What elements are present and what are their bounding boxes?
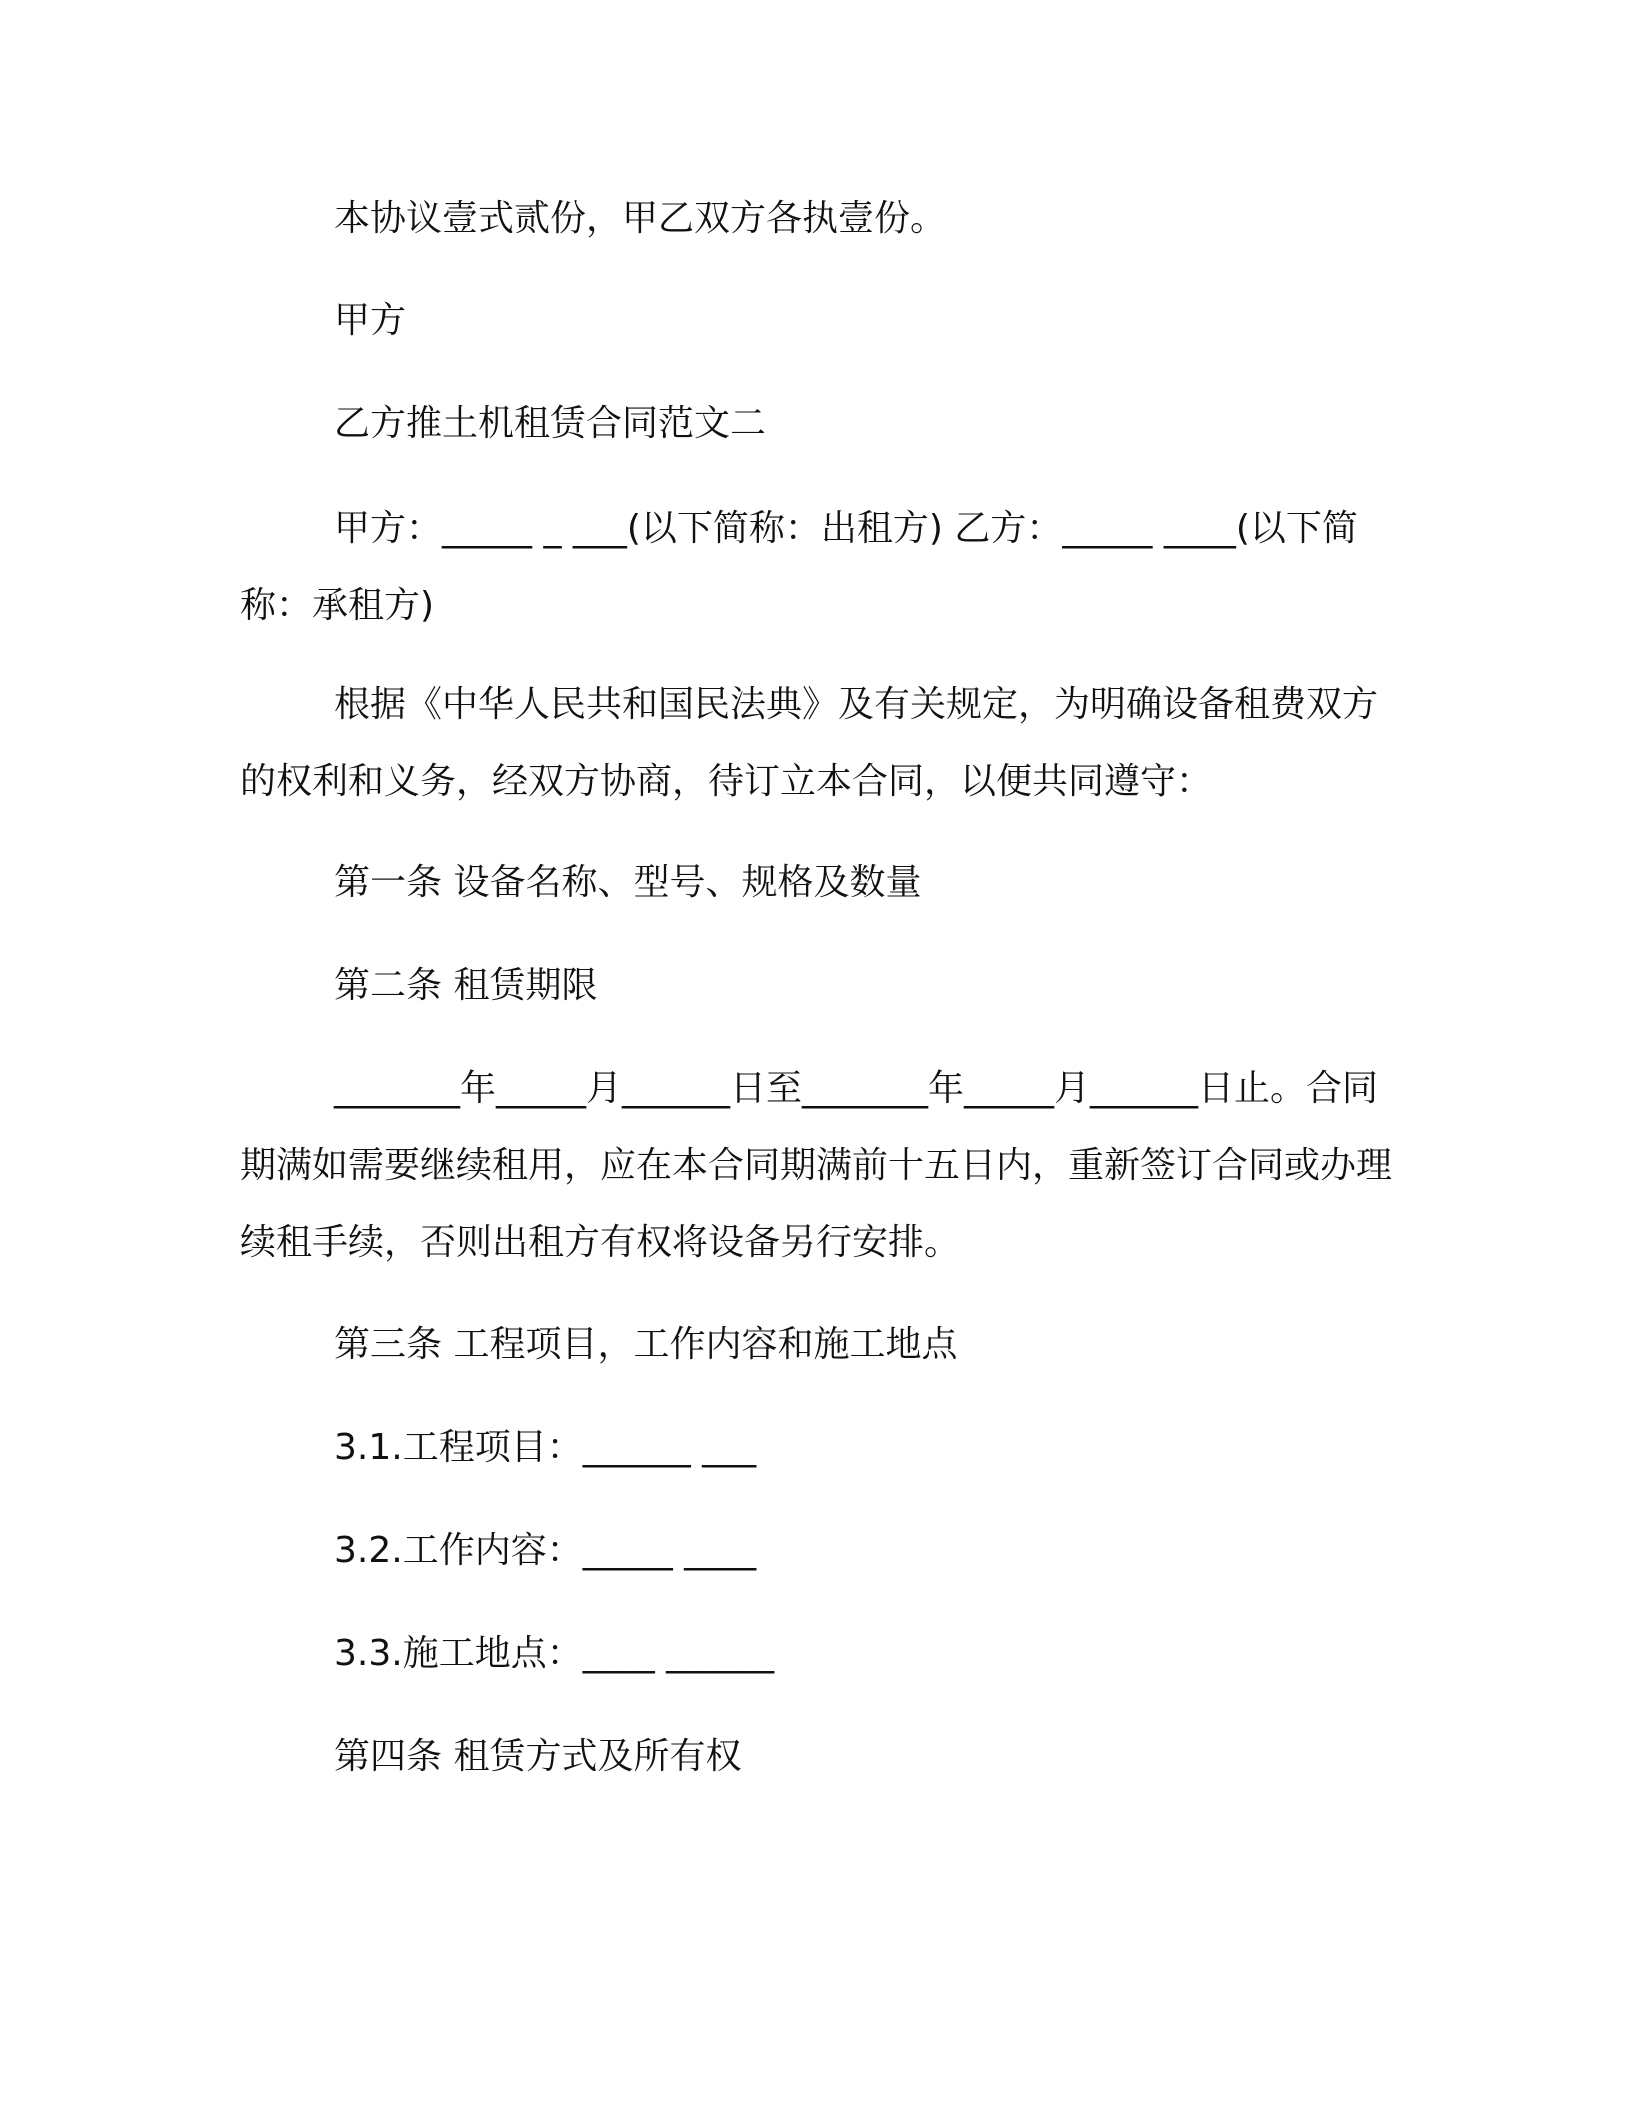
paragraph-site: 3.3.施工地点：____ ______ (334, 1633, 775, 1674)
paragraph-contract-title: 乙方推土机租赁合同范文二 (334, 403, 767, 444)
paragraph-work-content: 3.2.工作内容：_____ ____ (334, 1530, 757, 1571)
paragraph-project: 3.1.工程项目：______ ___ (334, 1427, 757, 1468)
paragraph-article-four: 第四条 租赁方式及所有权 (334, 1736, 742, 1777)
paragraph-parties: 甲方：_____ _ ___(以下简称：出租方) 乙方：_____ ____(以下简称：承租方) (240, 508, 1358, 626)
paragraph-basis: 根据《中华人民共和国民法典》及有关规定，为明确设备租费双方的权利和义务，经双方协商，待订立本合同，以便共同遵守： (240, 684, 1379, 802)
paragraph-lease-term: _______年_____月______日至_______年_____月______日止。合同期满如需要继续租用，应在本合同期满前十五日内，重新签订合同或办理续租手续，否则出租方有权将设备另行安排。 (240, 1068, 1393, 1263)
paragraph-copies: 本协议壹式贰份，甲乙双方各执壹份。 (334, 198, 947, 239)
paragraph-article-three: 第三条 工程项目，工作内容和施工地点 (334, 1324, 958, 1365)
paragraph-article-one: 第一条 设备名称、型号、规格及数量 (334, 862, 922, 903)
paragraph-party-a-signature: 甲方 (334, 300, 407, 341)
paragraph-article-two: 第二条 租赁期限 (334, 965, 598, 1006)
